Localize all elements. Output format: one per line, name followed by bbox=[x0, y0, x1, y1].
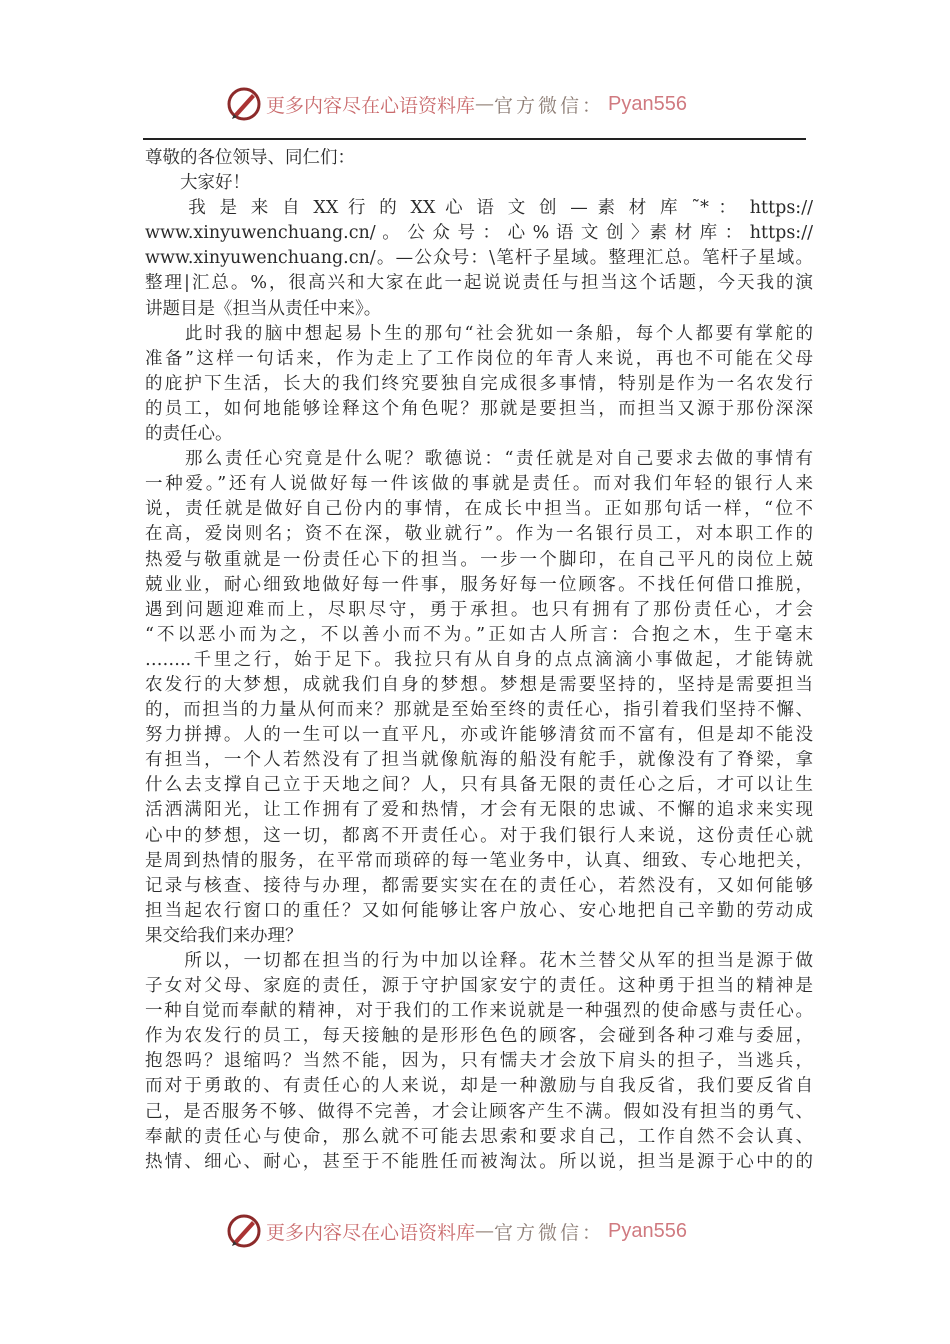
paragraph bbox=[145, 447, 813, 949]
text-line: 心中的梦想，这一切，都离不开责任心。对于我们银行人来说，这份责任心就 bbox=[145, 825, 813, 846]
text-line: 我 是 来 自 XX 行 的 XX 心 语 文 创 — 素 材 库 ˜* ： https:// bbox=[145, 198, 813, 219]
text-line: 在高，爱岗则名；资不在深，敬业就行”。作为一名银行员工，对本职工作的 bbox=[145, 524, 813, 545]
banner-wechat-label: 官方微信： bbox=[494, 94, 605, 117]
text-line: 一种自觉而奉献的精神，对于我们的工作来说就是一种强烈的使命感与责任心。 bbox=[145, 1001, 813, 1022]
footer-banner bbox=[226, 1211, 726, 1251]
paragraph bbox=[145, 171, 813, 196]
text-line: “不以恶小而为之，不以善小而不为。”正如古人所言：合抱之木，生于毫末 bbox=[145, 624, 813, 645]
text-line: 作为农发行的员工，每天接触的是形形色色的顾客，会碰到各种刁难与委屈， bbox=[145, 1026, 813, 1047]
text-line: 有担当，一个人若然没有了担当就像航海的船没有舵手，就像没有了脊梁，拿 bbox=[145, 750, 813, 771]
paragraph bbox=[145, 196, 813, 321]
banner-wechat-id: Pyan556 bbox=[608, 1219, 687, 1242]
paragraph bbox=[145, 146, 813, 171]
text-line: 果交给我们来办理？ bbox=[145, 925, 303, 946]
text-line: 准备”这样一句话来，作为走上了工作岗位的年青人来说，再也不可能在父母 bbox=[145, 348, 813, 369]
text-line: 是周到热情的服务，在平常而琐碎的每一笔业务中，认真、细致、专心地把关， bbox=[145, 850, 813, 871]
text-line: 整理|汇总。%，很高兴和大家在此一起说说责任与担当这个话题，今天我的演 bbox=[145, 273, 813, 294]
banner-slogan: 更多内容尽在心语资料库 bbox=[266, 1221, 476, 1244]
text-line: 努力拼搏。人的一生可以一直平凡，亦或许能够清贫而不富有，但是却不能没 bbox=[145, 725, 813, 746]
text-line: 一种爱。”还有人说做好每一件该做的事就是责任。而对我们年轻的银行人来 bbox=[145, 474, 813, 495]
text-line: 什么去支撑自己立于天地之间？人，只有具备无限的责任心之后，才可以让生 bbox=[145, 775, 813, 796]
text-line: 活洒满阳光，让工作拥有了爱和热情，才会有无限的忠诚、不懈的追求来实现 bbox=[145, 800, 813, 821]
text-line: 的员工，如何地能够诠释这个角色呢？那就是要担当，而担当又源于那份深深 bbox=[145, 398, 813, 419]
text-line: 那么责任心究竟是什么呢？歌德说：“责任就是对自己要求去做的事情有 bbox=[145, 449, 813, 470]
text-line: 所以，一切都在担当的行为中加以诠释。花木兰替父从军的担当是源于做 bbox=[145, 951, 813, 971]
pen-logo-icon bbox=[226, 1213, 262, 1249]
banner-wechat-label: 官方微信： bbox=[494, 1221, 605, 1244]
paragraph bbox=[145, 322, 813, 447]
banner-separator: — bbox=[475, 93, 495, 115]
text-line: 的，而担当的力量从何而来？那就是至始至终的责任心，指引着我们坚持不懈、 bbox=[145, 700, 813, 721]
text-line: 担当起农行窗口的重任？又如何能够让客户放心、安心地把自己辛勤的劳动成 bbox=[145, 900, 813, 921]
text-line: 讲题目是《担当从责任中来》。 bbox=[145, 298, 382, 319]
banner-slogan: 更多内容尽在心语资料库 bbox=[266, 94, 476, 117]
text-line: 子女对父母、家庭的责任，源于守护国家安宁的责任。这种勇于担当的精神是 bbox=[145, 976, 813, 997]
text-line: 此时我的脑中想起易卜生的那句“社会犹如一条船，每个人都要有掌舵的 bbox=[145, 323, 813, 344]
text-line: ……..千里之行，始于足下。我拉只有从自身的点点滴滴小事做起，才能铸就 bbox=[145, 649, 813, 670]
text-line: 的庇护下生活，长大的我们终究要独自完成很多事情，特别是作为一名农发行 bbox=[145, 373, 813, 394]
header-rule bbox=[143, 138, 806, 140]
text-line: 大家好！ bbox=[145, 173, 250, 194]
header-banner bbox=[226, 84, 726, 124]
text-line: 而对于勇敢的、有责任心的人来说，却是一种激励与自我反省，我们要反省自 bbox=[145, 1076, 813, 1097]
banner-wechat-id: Pyan556 bbox=[608, 92, 687, 115]
text-line: 的责任心。 bbox=[145, 424, 233, 445]
document-body bbox=[145, 146, 813, 1175]
text-line: 抱怨吗？退缩吗？当然不能，因为，只有懦夫才会放下肩头的担子，当逃兵， bbox=[145, 1051, 813, 1072]
text-line: 说，责任就是做好自己份内的事情，在成长中担当。正如那句话一样，“位不 bbox=[145, 499, 813, 520]
banner-separator: — bbox=[475, 1220, 495, 1242]
text-line: www.xinyuwenchuang.cn/。—公众号：\笔杆子星域。整理汇总。笔杆子星域。 bbox=[145, 248, 813, 269]
text-line: 奉献的责任心与使命，那么就不可能去思索和要求自己，工作自然不会认真、 bbox=[145, 1126, 813, 1147]
text-line: 己，是否服务不够、做得不完善，才会让顾客产生不满。假如没有担当的勇气、 bbox=[145, 1101, 813, 1122]
text-line: 热爱与敬重就是一份责任心下的担当。一步一个脚印，在自己平凡的岗位上兢 bbox=[145, 549, 813, 570]
text-line: 农发行的大梦想，成就我们自身的梦想。梦想是需要坚持的，坚持是需要担当 bbox=[145, 674, 813, 695]
text-line: www.xinyuwenchuang.cn/ 。 公 众 号 ： 心 % 语 文 创 〉素 材 库 ： https:// bbox=[145, 223, 813, 244]
text-line: 兢业业，耐心细致地做好每一件事，服务好每一位顾客。不找任何借口推脱， bbox=[145, 574, 813, 595]
pen-logo-icon bbox=[226, 86, 262, 122]
text-line: 遇到问题迎难而上，尽职尽守，勇于承担。也只有拥有了那份责任心，才会 bbox=[145, 599, 813, 620]
paragraph bbox=[145, 949, 813, 1175]
text-line: 记录与核查、接待与办理，都需要实实在在的责任心，若然没有，又如何能够 bbox=[145, 875, 813, 896]
text-line: 热情、细心、耐心，甚至于不能胜任而被淘汰。所以说，担当是源于心中的的 bbox=[145, 1151, 813, 1172]
text-line: 尊敬的各位领导、同仁们： bbox=[145, 148, 355, 168]
